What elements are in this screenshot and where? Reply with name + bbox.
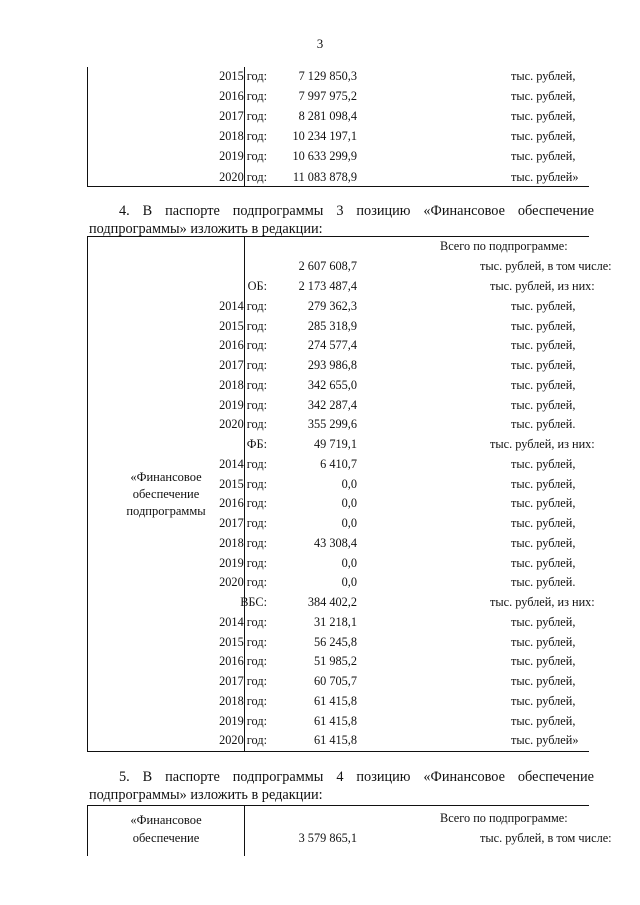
table-row (88, 612, 589, 632)
page-number: 3 (316, 36, 324, 51)
year-cell: 2018 год: (219, 129, 267, 144)
year-cell: ВБС: (240, 595, 267, 609)
year-cell: 2019 год: (219, 713, 267, 728)
year-cell: 2015 год: (219, 69, 267, 83)
table-total-row (88, 256, 612, 276)
year-cell: 2018 год: (219, 535, 267, 550)
value-cell: 60 705,7 (313, 674, 357, 688)
unit-cell: тыс. рублей, (511, 377, 576, 392)
year-cell: 2020 год: (219, 417, 267, 432)
total-value: 3 579 865,1 (298, 831, 357, 845)
value-cell: 10 234 197,1 (292, 129, 357, 144)
value-cell: 61 415,8 (313, 713, 357, 728)
value-cell: 56 245,8 (313, 634, 357, 649)
year-cell: 2015 год: (219, 634, 267, 649)
total-unit: тыс. рублей, в том числе: (480, 831, 612, 845)
unit-cell: тыс. рублей. (511, 417, 576, 432)
unit-cell: тыс. рублей, (511, 614, 576, 629)
year-cell: 2016 год: (219, 89, 267, 104)
value-cell: 8 281 098,4 (298, 109, 357, 124)
unit-cell: тыс. рублей, из них: (490, 279, 595, 293)
table-row (88, 126, 589, 146)
table-row (88, 691, 589, 711)
year-cell: 2019 год: (219, 397, 267, 412)
year-cell: 2017 год: (219, 358, 267, 372)
table-row (88, 355, 589, 375)
value-cell: 51 985,2 (313, 654, 357, 669)
unit-cell: тыс. рублей, (511, 654, 576, 669)
table-row (88, 434, 595, 454)
total-value: 2 607 608,7 (298, 259, 357, 273)
table-row (88, 711, 589, 731)
table-row (88, 632, 589, 652)
unit-cell: тыс. рублей, (511, 338, 576, 353)
value-cell: 0,0 (341, 476, 357, 491)
paragraph-line: 5. В паспорте подпрограммы 4 позицию «Финансовое обеспечение (119, 769, 594, 785)
total-header: Всего по подпрограмме: (440, 239, 568, 253)
table-row (88, 651, 589, 671)
table-total-row (88, 828, 612, 848)
unit-cell: тыс. рублей. (511, 575, 576, 590)
unit-cell: тыс. рублей, (511, 149, 576, 164)
value-cell: 7 997 975,2 (298, 89, 357, 104)
unit-cell: тыс. рублей, (511, 318, 576, 333)
subprogram-4-funding-table (87, 805, 612, 856)
value-cell: 11 083 878,9 (292, 169, 357, 184)
value-cell: 274 577,4 (307, 338, 357, 353)
year-cell: 2018 год: (219, 693, 267, 708)
unit-cell: тыс. рублей» (511, 169, 579, 184)
position-label: «Финансовое обеспечение подпрограммы (126, 470, 206, 518)
year-cell: 2014 год: (219, 298, 267, 313)
value-cell: 49 719,1 (313, 437, 357, 451)
table-row (88, 572, 589, 592)
year-cell: 2020 год: (219, 575, 267, 590)
unit-cell: тыс. рублей, (511, 476, 576, 491)
unit-cell: тыс. рублей, (511, 129, 576, 144)
year-cell: ОБ: (247, 279, 267, 293)
table-row (88, 86, 589, 106)
table-row (88, 146, 589, 166)
unit-cell: тыс. рублей, (511, 535, 576, 550)
year-cell: 2015 год: (219, 318, 267, 333)
year-cell: 2014 год: (219, 456, 267, 471)
value-cell: 7 129 850,3 (298, 69, 357, 83)
unit-cell: тыс. рублей, (511, 109, 576, 124)
value-cell: 293 986,8 (307, 358, 357, 372)
table-row (88, 316, 589, 336)
year-cell: 2014 год: (219, 614, 267, 629)
table-row (88, 671, 589, 691)
unit-cell: тыс. рублей, из них: (490, 595, 595, 609)
unit-cell: тыс. рублей, (511, 516, 576, 530)
value-cell: 342 287,4 (307, 397, 357, 412)
value-cell: 285 318,9 (307, 318, 357, 333)
subprogram-3-funding-table (87, 236, 612, 752)
year-cell: 2016 год: (219, 338, 267, 353)
year-cell: 2020 год: (219, 733, 267, 748)
paragraph-item-4 (89, 202, 594, 238)
table-row (88, 296, 589, 316)
table-row (88, 66, 589, 86)
table-row (88, 375, 589, 395)
unit-cell: тыс. рублей, (511, 397, 576, 412)
unit-cell: тыс. рублей» (511, 733, 579, 748)
value-cell: 0,0 (341, 516, 357, 530)
value-cell: 0,0 (341, 496, 357, 511)
table-row (88, 335, 589, 355)
total-unit: тыс. рублей, в том числе: (480, 259, 612, 273)
value-cell: 61 415,8 (313, 693, 357, 708)
value-cell: 2 173 487,4 (298, 279, 357, 293)
unit-cell: тыс. рублей, (511, 674, 576, 688)
year-cell: 2016 год: (219, 654, 267, 669)
year-cell: ФБ: (246, 437, 267, 451)
table-row (88, 276, 595, 296)
unit-cell: тыс. рублей, (511, 298, 576, 313)
unit-cell: тыс. рублей, (511, 69, 576, 83)
table-row (88, 513, 589, 533)
value-cell: 279 362,3 (307, 298, 357, 313)
total-header: Всего по подпрограмме: (440, 811, 568, 825)
paragraph-line: 4. В паспорте подпрограммы 3 позицию «Финансовое обеспечение (119, 203, 594, 219)
year-cell: 2017 год: (219, 516, 267, 530)
value-cell: 31 218,1 (313, 614, 357, 629)
table-row (88, 395, 589, 415)
table-row (88, 592, 595, 612)
unit-cell: тыс. рублей, (511, 358, 576, 372)
paragraph-line: подпрограммы» изложить в редакции: (89, 221, 323, 237)
value-cell: 0,0 (341, 555, 357, 570)
year-cell: 2019 год: (219, 149, 267, 164)
value-cell: 342 655,0 (307, 377, 357, 392)
position-label: «Финансовое обеспечение (130, 813, 202, 845)
table-row (88, 414, 589, 434)
table-row (88, 493, 589, 513)
year-cell: 2015 год: (219, 476, 267, 491)
unit-cell: тыс. рублей, (511, 89, 576, 104)
table-row (88, 730, 589, 750)
unit-cell: тыс. рублей, (511, 713, 576, 728)
value-cell: 355 299,6 (307, 417, 357, 432)
unit-cell: тыс. рублей, (511, 456, 576, 471)
unit-cell: тыс. рублей, (511, 693, 576, 708)
unit-cell: тыс. рублей, (511, 555, 576, 570)
value-cell: 10 633 299,9 (292, 149, 357, 164)
table-row (88, 474, 589, 494)
unit-cell: тыс. рублей, (511, 496, 576, 511)
year-cell: 2017 год: (219, 109, 267, 124)
table-row (88, 454, 589, 474)
funding-table-continuation (87, 67, 589, 187)
value-cell: 0,0 (341, 575, 357, 590)
unit-cell: тыс. рублей, (511, 634, 576, 649)
table-header-row (88, 236, 589, 256)
value-cell: 384 402,2 (307, 595, 357, 609)
table-row (88, 553, 589, 573)
unit-cell: тыс. рублей, из них: (490, 437, 595, 451)
year-cell: 2018 год: (219, 377, 267, 392)
year-cell: 2017 год: (219, 674, 267, 688)
year-cell: 2020 год: (219, 169, 267, 184)
paragraph-item-5 (89, 768, 594, 804)
value-cell: 43 308,4 (313, 535, 357, 550)
year-cell: 2019 год: (219, 555, 267, 570)
table-row (88, 533, 589, 553)
table-header-row (88, 808, 589, 828)
value-cell: 61 415,8 (313, 733, 357, 748)
value-cell: 6 410,7 (320, 456, 357, 471)
paragraph-line: подпрограммы» изложить в редакции: (89, 787, 323, 803)
table-row (88, 106, 589, 126)
table-row (88, 167, 589, 187)
year-cell: 2016 год: (219, 496, 267, 511)
